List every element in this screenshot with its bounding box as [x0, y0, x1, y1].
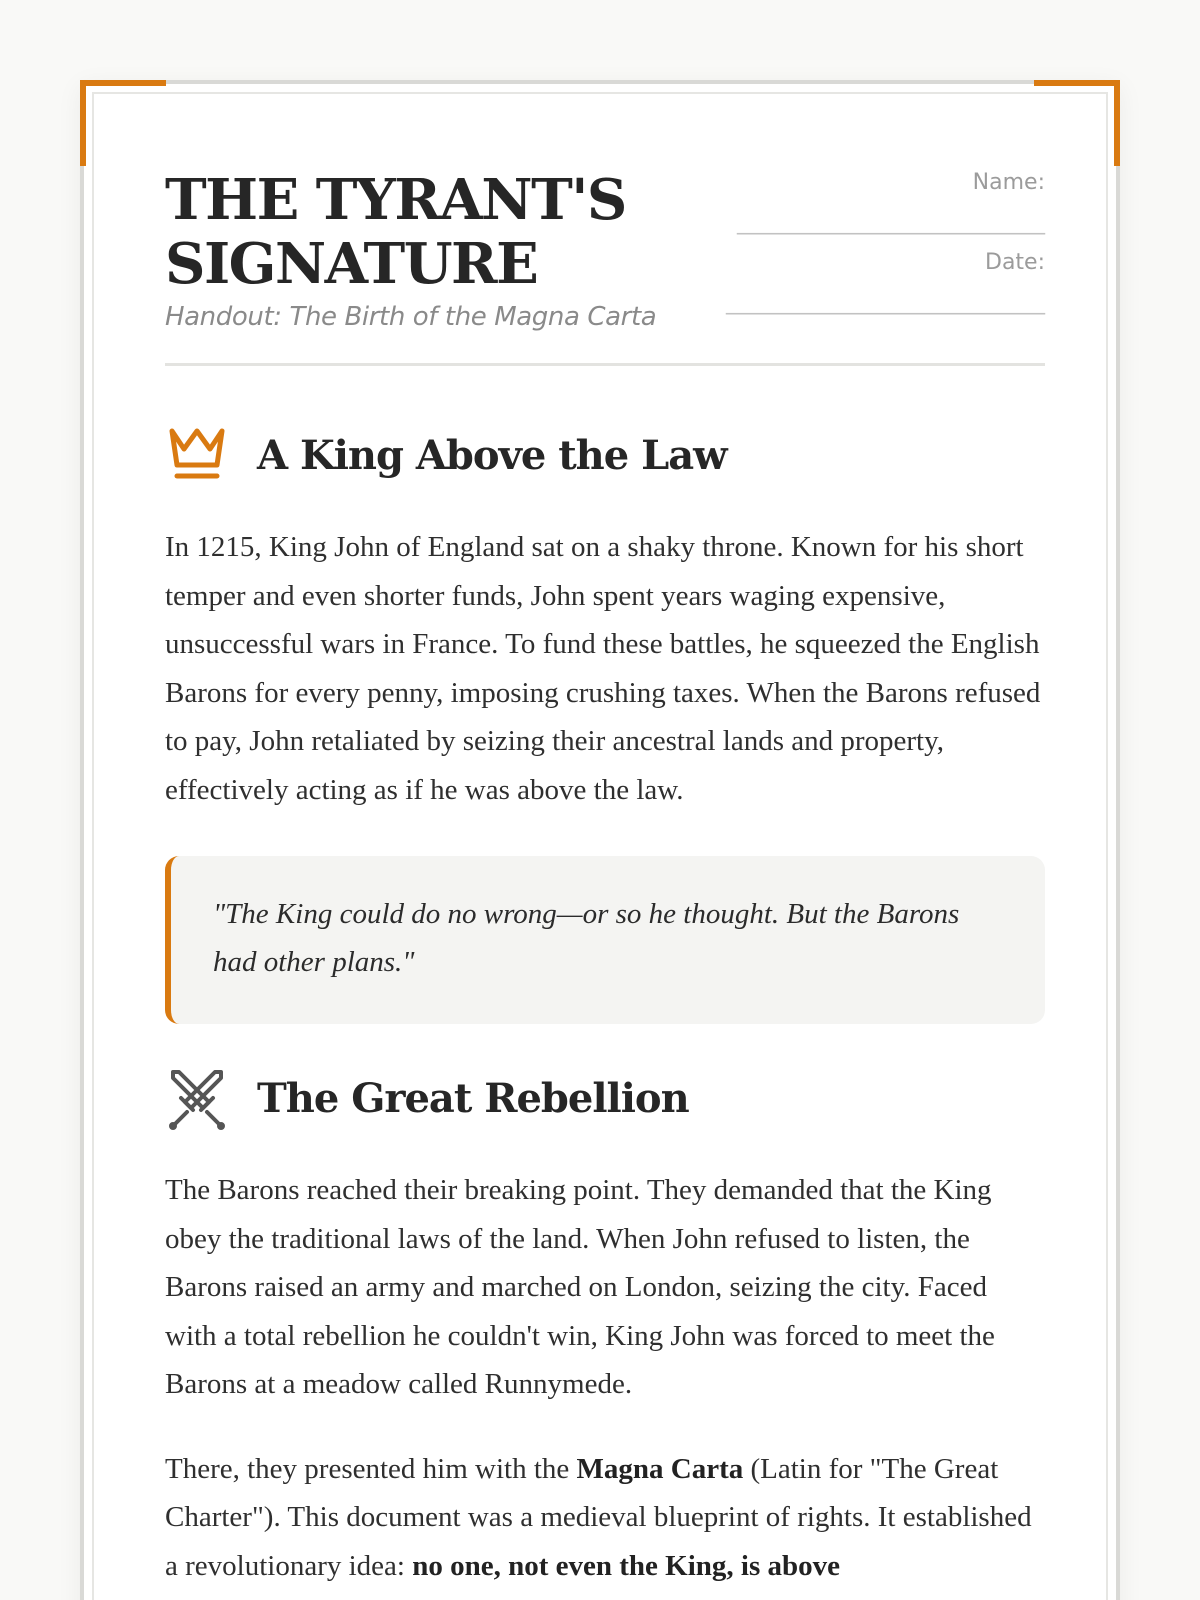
- section-heading-king: [165, 423, 1045, 487]
- key-idea-text: no one, not even the King, is above: [412, 1549, 840, 1582]
- section-paragraph-magna-carta: [165, 1445, 1045, 1591]
- page-header: [165, 168, 1045, 366]
- handout-page: [80, 80, 1120, 1600]
- date-blank-line: _____________________________: [726, 290, 1045, 315]
- page-title: THE TYRANT'S SIGNATURE: [165, 167, 626, 297]
- magna-carta-text-1: There, they presented him with the: [165, 1452, 577, 1485]
- crossed-swords-icon: [165, 1066, 229, 1130]
- section-paragraph-king: In 1215, King John of England sat on a shaky throne. Known for his short temper and even shorter funds, John spent years waging expensive, unsuccessful wars in France. To fund these battles, he squeezed the English Barons for every penny, imposing crushing taxes. When the Barons refused to pay, John retaliated by seizing their ancestral lands and property, effectively acting as if he was above the law.: [165, 531, 1041, 806]
- name-field: [737, 168, 1045, 238]
- date-label: Date:: [985, 250, 1045, 275]
- pull-quote: [165, 856, 1045, 1024]
- name-blank-line: ____________________________: [737, 210, 1045, 235]
- date-field: [726, 248, 1045, 318]
- page-subtitle: Handout: The Birth of the Magna Carta: [165, 302, 657, 332]
- page-content: [165, 168, 1045, 1590]
- section-heading-rebellion: [165, 1066, 1045, 1130]
- name-label: Name:: [972, 170, 1045, 195]
- corner-accent-top-right: [1034, 80, 1120, 166]
- pull-quote-text: "The King could do no wrong—or so he thought. But the Barons had other plans.": [213, 898, 960, 978]
- section-title-rebellion: The Great Rebellion: [257, 1074, 689, 1122]
- magna-carta-term: Magna Carta: [576, 1452, 744, 1485]
- crown-icon: [165, 423, 229, 487]
- magna-carta-text-2: (Latin for "The Great Charter"). This document was a medieval blueprint of rights. It established a revolutionary idea:: [165, 1452, 1032, 1582]
- corner-accent-top-left: [80, 80, 166, 166]
- section-paragraph-rebellion: The Barons reached their breaking point. They demanded that the King obey the traditional laws of the land. When John refused to listen, the Barons raised an army and marched on London, seizing the city. Faced with a total rebellion he couldn't win, King John was forced to meet the Barons at a meadow called Runnymede.: [165, 1174, 995, 1400]
- section-title-king: A King Above the Law: [257, 431, 727, 479]
